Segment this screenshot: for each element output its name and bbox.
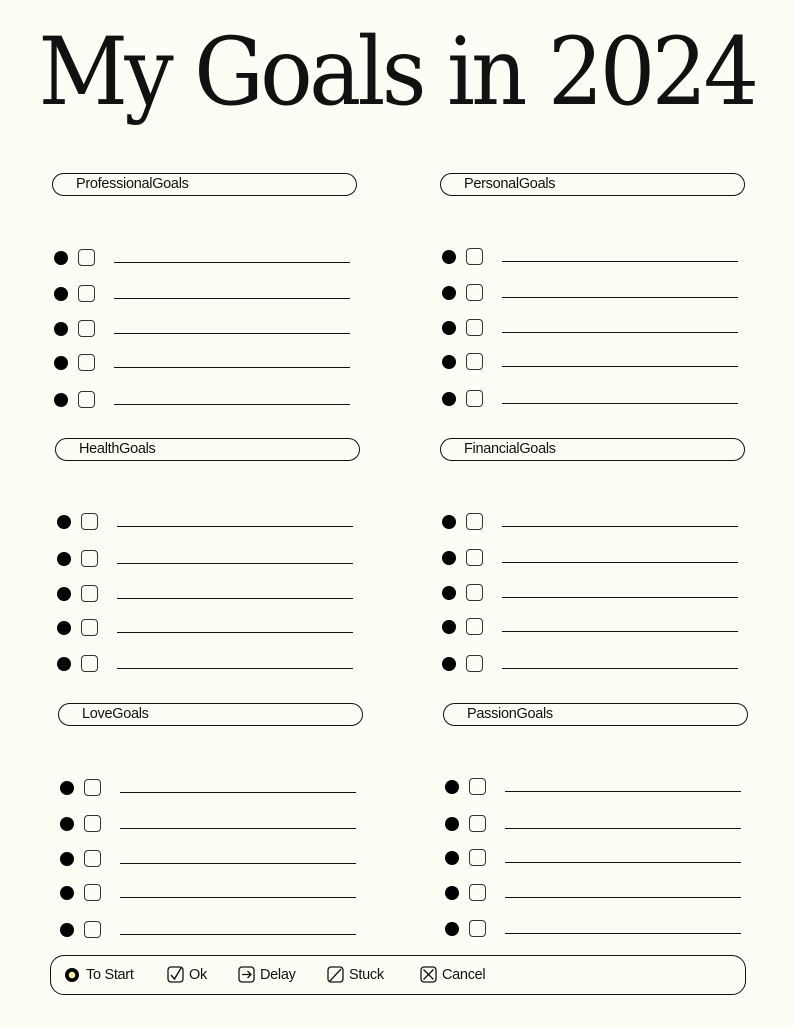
goal-input-line[interactable] bbox=[117, 526, 353, 527]
checkbox[interactable] bbox=[466, 584, 483, 601]
checkbox[interactable] bbox=[469, 884, 486, 901]
goal-item bbox=[440, 583, 745, 603]
section-header: PersonalGoals bbox=[440, 173, 745, 196]
checkbox[interactable] bbox=[84, 850, 101, 867]
checkbox[interactable] bbox=[466, 353, 483, 370]
goal-item bbox=[440, 389, 745, 409]
goal-input-line[interactable] bbox=[117, 598, 353, 599]
section-professional-goals bbox=[52, 173, 357, 196]
checkbox[interactable] bbox=[469, 920, 486, 937]
goal-item bbox=[55, 512, 360, 532]
goal-input-line[interactable] bbox=[114, 404, 350, 405]
goal-item bbox=[55, 584, 360, 604]
section-header: HealthGoals bbox=[55, 438, 360, 461]
goal-item bbox=[440, 318, 745, 338]
bullet-icon bbox=[442, 321, 456, 335]
goal-item bbox=[440, 512, 745, 532]
goal-input-line[interactable] bbox=[117, 668, 353, 669]
bullet-icon bbox=[57, 552, 71, 566]
bullet-icon bbox=[54, 322, 68, 336]
bullet-icon bbox=[54, 393, 68, 407]
bullet-icon bbox=[60, 923, 74, 937]
goal-input-line[interactable] bbox=[114, 298, 350, 299]
checkbox[interactable] bbox=[84, 884, 101, 901]
checkbox[interactable] bbox=[469, 778, 486, 795]
bullet-icon bbox=[445, 922, 459, 936]
goal-input-line[interactable] bbox=[502, 332, 738, 333]
goal-input-line[interactable] bbox=[505, 791, 741, 792]
x-box-icon bbox=[420, 965, 438, 985]
bullet-icon bbox=[442, 392, 456, 406]
section-financial-goals bbox=[440, 438, 745, 461]
goal-item bbox=[443, 777, 748, 797]
checkbox[interactable] bbox=[466, 513, 483, 530]
bullet-icon bbox=[445, 780, 459, 794]
bullet-icon bbox=[442, 515, 456, 529]
checkbox[interactable] bbox=[469, 815, 486, 832]
goal-input-line[interactable] bbox=[120, 934, 356, 935]
goal-input-line[interactable] bbox=[502, 526, 738, 527]
bullet-icon bbox=[54, 287, 68, 301]
section-personal-goals bbox=[440, 173, 745, 196]
bullet-icon bbox=[442, 586, 456, 600]
arrow-box-icon bbox=[238, 965, 256, 985]
status-legend bbox=[50, 955, 746, 995]
checkbox[interactable] bbox=[466, 284, 483, 301]
goal-input-line[interactable] bbox=[114, 262, 350, 263]
bullet-icon bbox=[60, 886, 74, 900]
checkbox[interactable] bbox=[469, 849, 486, 866]
checkbox[interactable] bbox=[84, 779, 101, 796]
goal-item bbox=[58, 920, 363, 940]
goal-input-line[interactable] bbox=[502, 403, 738, 404]
checkbox[interactable] bbox=[81, 550, 98, 567]
checkbox[interactable] bbox=[466, 248, 483, 265]
checkbox[interactable] bbox=[466, 319, 483, 336]
bullet-icon bbox=[57, 515, 71, 529]
checkbox[interactable] bbox=[81, 619, 98, 636]
goal-item bbox=[58, 883, 363, 903]
legend-label: Cancel bbox=[442, 967, 486, 983]
goal-input-line[interactable] bbox=[502, 668, 738, 669]
circle-dot-icon bbox=[64, 965, 82, 985]
legend-label: Ok bbox=[189, 967, 207, 983]
bullet-icon bbox=[54, 251, 68, 265]
goal-item bbox=[52, 390, 357, 410]
goal-input-line[interactable] bbox=[117, 563, 353, 564]
bullet-icon bbox=[60, 852, 74, 866]
checkbox[interactable] bbox=[81, 585, 98, 602]
bullet-icon bbox=[54, 356, 68, 370]
bullet-icon bbox=[57, 621, 71, 635]
checkbox[interactable] bbox=[84, 921, 101, 938]
goal-input-line[interactable] bbox=[502, 631, 738, 632]
goal-input-line[interactable] bbox=[114, 333, 350, 334]
checkbox[interactable] bbox=[81, 513, 98, 530]
checkbox[interactable] bbox=[78, 354, 95, 371]
goal-item bbox=[440, 617, 745, 637]
slash-box-icon bbox=[327, 965, 345, 985]
goal-input-line[interactable] bbox=[502, 261, 738, 262]
goal-item bbox=[440, 247, 745, 267]
checkbox[interactable] bbox=[466, 390, 483, 407]
section-header: LoveGoals bbox=[58, 703, 363, 726]
goal-item bbox=[440, 654, 745, 674]
legend-label: To Start bbox=[86, 967, 134, 983]
goal-input-line[interactable] bbox=[120, 897, 356, 898]
page-title: My Goals in 2024 bbox=[38, 18, 756, 127]
goal-input-line[interactable] bbox=[505, 828, 741, 829]
section-health-goals bbox=[55, 438, 360, 461]
bullet-icon bbox=[57, 587, 71, 601]
checkbox[interactable] bbox=[466, 618, 483, 635]
bullet-icon bbox=[442, 355, 456, 369]
checkbox[interactable] bbox=[84, 815, 101, 832]
goal-item bbox=[440, 548, 745, 568]
goal-item bbox=[58, 778, 363, 798]
check-box-icon bbox=[167, 965, 185, 985]
goal-item bbox=[443, 848, 748, 868]
goal-input-line[interactable] bbox=[502, 562, 738, 563]
section-passion-goals bbox=[443, 703, 748, 726]
goal-item bbox=[58, 814, 363, 834]
goal-input-line[interactable] bbox=[120, 792, 356, 793]
legend-label: Stuck bbox=[349, 967, 384, 983]
legend-label: Delay bbox=[260, 967, 296, 983]
checkbox[interactable] bbox=[466, 549, 483, 566]
goal-input-line[interactable] bbox=[114, 367, 350, 368]
checkbox[interactable] bbox=[78, 249, 95, 266]
goal-input-line[interactable] bbox=[502, 366, 738, 367]
bullet-icon bbox=[442, 551, 456, 565]
checkbox[interactable] bbox=[466, 655, 483, 672]
section-header: PassionGoals bbox=[443, 703, 748, 726]
goal-input-line[interactable] bbox=[120, 863, 356, 864]
checkbox[interactable] bbox=[78, 391, 95, 408]
goal-item bbox=[443, 814, 748, 834]
goal-input-line[interactable] bbox=[505, 862, 741, 863]
bullet-icon bbox=[60, 781, 74, 795]
goal-item bbox=[443, 883, 748, 903]
bullet-icon bbox=[60, 817, 74, 831]
goal-input-line[interactable] bbox=[505, 933, 741, 934]
goal-input-line[interactable] bbox=[120, 828, 356, 829]
goal-item bbox=[443, 919, 748, 939]
goal-item bbox=[58, 849, 363, 869]
bullet-icon bbox=[442, 286, 456, 300]
goal-item bbox=[55, 618, 360, 638]
goal-input-line[interactable] bbox=[502, 597, 738, 598]
section-header: FinancialGoals bbox=[440, 438, 745, 461]
bullet-icon bbox=[442, 620, 456, 634]
checkbox[interactable] bbox=[81, 655, 98, 672]
bullet-icon bbox=[445, 851, 459, 865]
checkbox[interactable] bbox=[78, 285, 95, 302]
goal-item bbox=[440, 283, 745, 303]
goal-item bbox=[55, 549, 360, 569]
section-love-goals bbox=[58, 703, 363, 726]
goal-item bbox=[52, 319, 357, 339]
goal-item bbox=[52, 248, 357, 268]
goal-input-line[interactable] bbox=[502, 297, 738, 298]
goal-input-line[interactable] bbox=[505, 897, 741, 898]
goal-item bbox=[55, 654, 360, 674]
bullet-icon bbox=[445, 886, 459, 900]
goal-item bbox=[52, 284, 357, 304]
goal-item bbox=[52, 353, 357, 373]
goal-item bbox=[440, 352, 745, 372]
bullet-icon bbox=[445, 817, 459, 831]
checkbox[interactable] bbox=[78, 320, 95, 337]
bullet-icon bbox=[442, 250, 456, 264]
bullet-icon bbox=[442, 657, 456, 671]
bullet-icon bbox=[57, 657, 71, 671]
goal-input-line[interactable] bbox=[117, 632, 353, 633]
section-header: ProfessionalGoals bbox=[52, 173, 357, 196]
